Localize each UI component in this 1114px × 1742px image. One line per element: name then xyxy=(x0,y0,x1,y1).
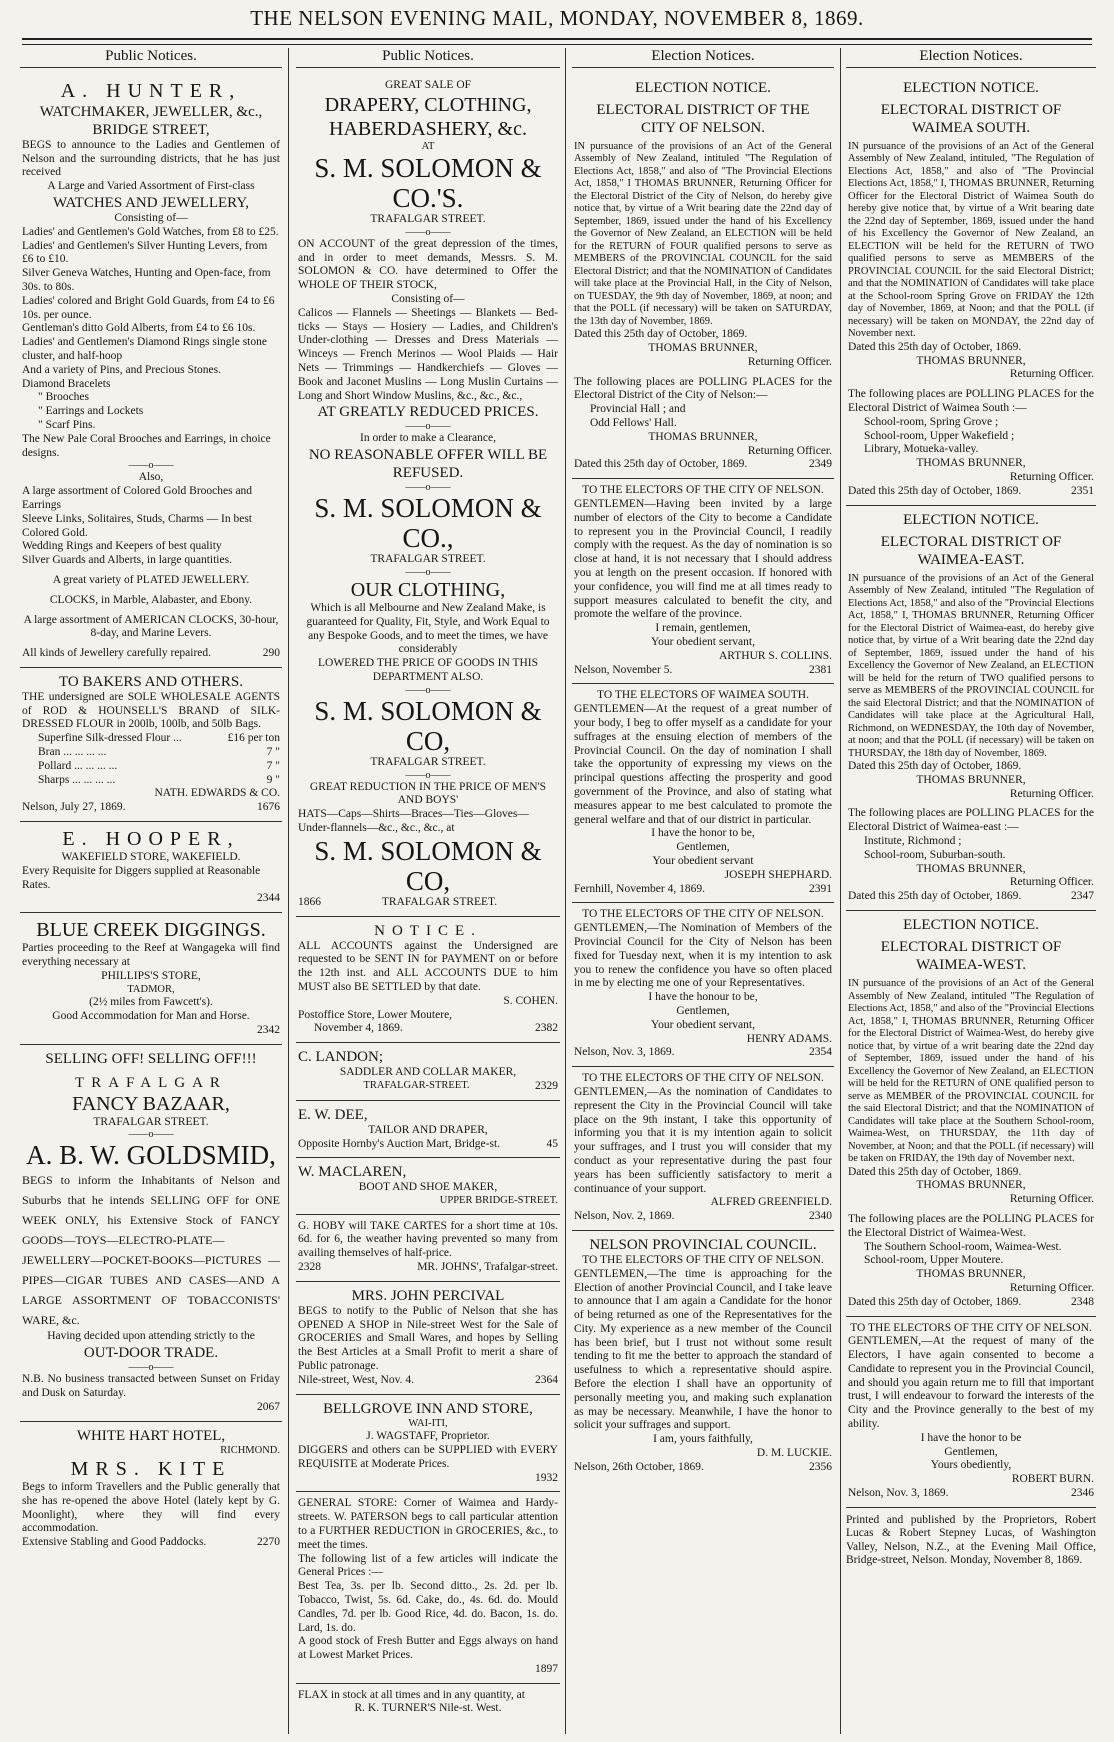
hoby-advert xyxy=(296,1215,560,1282)
price-item: Bran ... ... ... ... xyxy=(38,746,107,759)
signature: JOSEPH SHEPHARD. xyxy=(724,868,832,881)
landon-advert xyxy=(296,1043,560,1101)
column-heading: Election Notices. xyxy=(846,50,1096,68)
advert-date: Nelson, 26th October, 1869. xyxy=(574,1460,704,1473)
dee-advert xyxy=(296,1101,560,1159)
column-1 xyxy=(20,50,282,1730)
advert-date: Dated this 25th day of October, 1869. xyxy=(848,760,1022,773)
advert-footer xyxy=(848,890,1094,904)
closing-line: Yours obediently, xyxy=(930,1459,1012,1472)
advert-heading: ELECTION NOTICE. xyxy=(635,79,771,96)
list-item: Ladies' colored and Bright Gold Guards, from £4 to £6 10s. per ounce. xyxy=(22,294,275,321)
advert-line: GREAT REDUCTION IN THE PRICE OF MEN'S AND BOYS' xyxy=(309,780,547,807)
percival-advert xyxy=(296,1282,560,1395)
signature: HENRY ADAMS. xyxy=(746,1032,832,1045)
polling-intro: The following places are POLLING PLACES for the Electoral District of the City of Nelson:— xyxy=(574,375,832,402)
greenfield-address xyxy=(572,1067,834,1231)
advert-line: GREAT SALE OF xyxy=(384,78,472,91)
advert-number: 2381 xyxy=(809,663,832,676)
list-item: Silver Guards and Alberts, in large quantities. xyxy=(22,554,232,567)
advert-footer xyxy=(298,1374,558,1388)
price-row xyxy=(22,774,280,788)
advert-number: 2391 xyxy=(809,882,832,895)
advert-footer xyxy=(298,1138,558,1152)
election-notice-waimea-west xyxy=(846,911,1096,1316)
signature: THOMAS BRUNNER, xyxy=(916,354,1026,367)
closing-line: Your obedient servant xyxy=(652,854,754,867)
advert-number: 1932 xyxy=(535,1471,558,1484)
goods-list: Calicos — Flannels — Sheetings — Blankets — Bed-ticks — Stays — Hosiery — Ladies, and Children's Under-clothing — Dresses and Dress Materials — Winceys — French Merinos — Wool Plaids — Hair Nets — Trimmings — Handkerchiefs — Gloves — Book and Jaconet Muslins — Long Muslin Curtains — Long and Short Window Muslins, &c., &c., &c., xyxy=(298,306,558,402)
advert-body: IN pursuance of the provisions of an Act of the General Assembly of New Zealand, intituled, "The Regulation of Elections Act, 1858," and also of "The Provincial Elections Act, 1858," I, THOMAS BRUNNER, Returning Officer for the Electoral District of Waimea South do hereby give notice that, by virtue of a Writ bearing date the 22nd day of September, 1869, issued under the hand of his Excellency the Governor of New Zealand, an ELECTION will be held for the RETURN of TWO qualified persons to serve as MEMBERS of the PROVINCIAL COUNCIL for the said Electoral District; and that the NOMINATION of Candidates will take place at the School-room Spring Grove on FRIDAY the 12th day of November, 1869, at Noon; and that the POLL (if necessary) will be taken on MONDAY, the 22nd day of November next. xyxy=(848,140,1094,340)
price-value: £16 per ton xyxy=(227,732,280,745)
list-item: Ladies' and Gentlemen's Diamond Rings single stone cluster, and half-hoop xyxy=(22,336,267,362)
price-value: 7 " xyxy=(266,746,280,759)
polling-place: Library, Motueka-valley. xyxy=(864,443,979,456)
separator-ornament: ——o—— xyxy=(405,482,451,494)
election-notice-waimea-east xyxy=(846,506,1096,911)
street-line: TRAFALGAR STREET. xyxy=(370,213,486,226)
printer-imprint: Printed and published by the Proprietors, Robert Lucas & Robert Stepney Lucas, of Washington Valley, Nelson, N.Z., at the Evening Mail Office, Bridge-street, Nelson. Monday, November 8, 1869. xyxy=(846,1513,1096,1567)
polling-place: School-room, Upper Wakefield ; xyxy=(864,429,1015,442)
list-item: A large assortment of Colored Gold Brooches and Earrings xyxy=(22,485,253,511)
advert-date: Dated this 25th day of October, 1869. xyxy=(848,1295,1022,1308)
store-line: WAKEFIELD STORE, WAKEFIELD. xyxy=(61,851,241,864)
advertiser-name: E. HOOPER, xyxy=(62,828,240,851)
election-notice-nelson xyxy=(572,74,834,479)
advert-footer xyxy=(848,1487,1094,1501)
advert-number: 1676 xyxy=(257,801,280,814)
advert-line: AT xyxy=(421,140,435,152)
advert-date: Dated this 25th day of October, 1869. xyxy=(848,484,1022,497)
advert-line: A Large and Varied Assortment of First-class xyxy=(47,180,255,193)
separator-ornament: ——o—— xyxy=(405,226,451,238)
list-item: " Earrings and Lockets xyxy=(38,405,144,418)
advert-date: Dated this 25th day of October, 1869. xyxy=(848,340,1022,353)
advert-date: Nelson, Nov. 2, 1869. xyxy=(574,1210,675,1223)
advert-date: Nelson, July 27, 1869. xyxy=(22,801,126,814)
advert-line: CLOCKS, in Marble, Alabaster, and Ebony. xyxy=(49,593,253,606)
signature: THOMAS BRUNNER, xyxy=(648,430,758,443)
luckie-address xyxy=(572,1231,834,1481)
advert-heading: ELECTION NOTICE. xyxy=(903,511,1039,528)
closing-line: I have the honor to be xyxy=(920,1431,1022,1444)
advert-heading: TO THE ELECTORS OF THE CITY OF NELSON. xyxy=(582,908,824,921)
advertiser-name: C. LANDON; xyxy=(298,1049,383,1066)
advert-date: Dated this 25th day of October, 1869. xyxy=(574,328,748,341)
list-item: " Brooches xyxy=(38,391,90,404)
advert-footer xyxy=(298,1022,558,1036)
advert-heading: TO THE ELECTORS OF THE CITY OF NELSON. xyxy=(582,484,824,497)
advert-heading: OUR CLOTHING, xyxy=(350,579,506,602)
signature: S. COHEN. xyxy=(503,994,558,1007)
advertiser-name: MRS. JOHN PERCIVAL xyxy=(351,1287,505,1304)
advert-footer xyxy=(22,647,280,661)
advert-line: The following list of a few articles will indicate the General Prices :— xyxy=(298,1552,558,1579)
advert-body: THE undersigned are SOLE WHOLESALE AGENTS of ROD & HOUNSELL'S BRAND of SILK-DRESSED FLOUR in 200lb, 100lb, and 50lb Bags. xyxy=(22,690,280,731)
cohen-notice xyxy=(296,917,560,1044)
separator-ornament: ——o—— xyxy=(405,567,451,579)
advert-date: Dated this 25th day of October, 1869. xyxy=(848,890,1022,903)
advert-line: Postoffice Store, Lower Moutere, xyxy=(298,1008,453,1021)
list-item: Wedding Rings and Keepers of best quality xyxy=(22,540,222,553)
advert-footer xyxy=(848,485,1094,499)
signature-role: Returning Officer. xyxy=(1009,470,1094,483)
price-item: Superfine Silk-dressed Flour ... xyxy=(38,732,182,745)
advert-body: GENTLEMEN—Having been invited by a large number of electors of the City to become a Candidate to represent you in the Provincial Council, I readily comply with the request. As the day of nomination is so close at hand, it is not necessary that I should address you at length on the present occasion. If honored with your confidence, you will find me at all times ready to support measures calculated to benefit the city, and promote the welfare of the province. xyxy=(574,498,832,621)
signature: THOMAS BRUNNER, xyxy=(916,1268,1026,1281)
proprietor-name: MRS. KITE xyxy=(70,1458,232,1481)
street-line: TRAFALGAR STREET. xyxy=(381,895,498,908)
adams-address xyxy=(572,903,834,1067)
firm-name: S. M. SOLOMON & CO.'S. xyxy=(314,153,542,214)
advert-body: GENTLEMEN,—As the nomination of Candidates to represent the City in the Provincial Council will take place on the 9th instant, I take this opportunity of informing you that it is my intention again to solicit your suffrages, and I trust you will consider that my conduct as your representative during the past four years has been sufficiently satisfactory to merit a continuance of your support. xyxy=(574,1085,832,1195)
advert-heading: SELLING OFF! SELLING OFF!!! xyxy=(45,1050,257,1067)
price-row xyxy=(22,746,280,760)
advert-number: 45 xyxy=(546,1137,558,1150)
price-row xyxy=(22,732,280,746)
polling-place: Odd Fellows' Hall. xyxy=(590,417,677,430)
firm-name: S. M. SOLOMON & CO., xyxy=(314,493,542,554)
hooper-advert xyxy=(20,822,282,913)
polling-intro: The following places are the POLLING PLACES for the Electoral District of Waimea-West. xyxy=(848,1212,1094,1239)
advert-footer xyxy=(848,1296,1094,1310)
signature: THOMAS BRUNNER, xyxy=(916,862,1026,875)
advert-number: 2349 xyxy=(809,458,832,471)
column-heading: Public Notices. xyxy=(20,50,282,68)
advert-body: IN pursuance of the provisions of an Act of the General Assembly of New Zealand, intituled "The Regulation of Elections Act, 1858," and also of the "Provincial Elections Act, 1858," I, THOMAS BRUNNER, Returning Officer for the Electoral District of Waimea-West, do hereby give notice that, by virtue of a writ bearing date the 22nd day of September, 1869, issued under the hand of his Excellency the Governor of New Zealand, an ELECTION will be held for the RETURN of ONE qualified person to serve as MEMBER of the PROVINCIAL COUNCIL for the said Electoral District; and that the NOMINATION of Candidates will take place at the Southern School-room, Waimea-West, on THURSDAY, the 11th day of November, at Noon; and that the POLL (if necessary) will be taken on FRIDAY, the 19th day of November next. xyxy=(848,978,1094,1165)
advert-body: GENTLEMEN—At the request of a great number of your body, I beg to offer myself as a candidate for your suffrages at the ensuing election of members of the Provincial Council. On the day of nomination I shall take the opportunity of expressing my views on the principal questions affecting the prosperity and good government of the Province, and also of stating what measures appear to me best calculated to promote the general welfare and that of our district in particular. xyxy=(574,703,832,826)
trade-line: BOOT AND SHOE MAKER, xyxy=(358,1181,498,1194)
district-heading: ELECTORAL DISTRICT OF WAIMEA SOUTH. xyxy=(880,101,1062,136)
polling-intro: The following places are POLLING PLACES for the Electoral District of Waimea South :— xyxy=(848,388,1094,414)
closing-line: Your obedient servant, xyxy=(651,636,755,649)
advert-footer xyxy=(298,1261,558,1275)
advert-body: GENTLEMEN,—The time is approaching for the Election of another Provincial Council, and I take leave to announce that I am again a Candidate for the honor of being returned as one of the Representatives for the City. My experience as a new member of the Council has been brief, but I trust not without some result tending to fit me the better to approach the standard of usefulness to which a representative should aspire. Before the election I shall have an opportunity of personally meeting you, and making such explanation as may be necessary. Meanwhile, I have the honor to solicit your suffrages and support. xyxy=(574,1267,832,1432)
advert-line: Also, xyxy=(138,471,164,484)
advert-line: All kinds of Jewellery carefully repaired. xyxy=(22,647,212,660)
advert-heading: TO BAKERS AND OTHERS. xyxy=(59,673,243,690)
polling-place: The Southern School-room, Waimea-West. xyxy=(864,1240,1062,1253)
list-item: The New Pale Coral Brooches and Earrings, in choice designs. xyxy=(22,432,271,459)
column-heading: Public Notices. xyxy=(296,50,560,68)
signature: R. K. TURNER'S Nile-st. West. xyxy=(354,1702,502,1715)
advert-heading: TO THE ELECTORS OF THE CITY OF NELSON. xyxy=(850,1321,1092,1334)
column-divider xyxy=(565,48,566,1734)
advertiser-name: WHITE HART HOTEL, xyxy=(76,1427,226,1444)
price-list: Best Tea, 3s. per lb. Second ditto., 2s. 2d. per lb. Tobacco, Twist, 5s. 6d. Cake, do., 4s. 6d. do. Mould Candles, 7d. per lb. Good Rice, 4d. do. Bacon, 1s. do. Lard, 1s. do. xyxy=(298,1580,558,1634)
advert-heading: TO THE ELECTORS OF THE CITY OF NELSON. xyxy=(582,1253,824,1266)
advert-number: 2344 xyxy=(257,892,280,905)
advert-number: 2354 xyxy=(809,1046,832,1059)
district-heading: ELECTORAL DISTRICT OF THE CITY OF NELSON. xyxy=(596,101,810,136)
price-value: 9 " xyxy=(266,773,280,786)
polling-intro: The following places are POLLING PLACES for the Electoral District of Waimea-east :— xyxy=(848,807,1094,834)
masthead-title: THE NELSON EVENING MAIL, MONDAY, NOVEMBER 8, 1869. xyxy=(250,6,864,30)
column-2 xyxy=(296,50,560,1730)
advert-footer xyxy=(574,664,832,678)
closing-line: I am, yours faithfully, xyxy=(653,1433,753,1446)
advert-number: 2342 xyxy=(257,1023,280,1036)
advert-footer xyxy=(22,801,280,815)
shephard-address xyxy=(572,684,834,903)
advert-number: 2328 xyxy=(298,1261,321,1274)
advert-date: Nelson, Nov. 3, 1869. xyxy=(574,1046,675,1059)
list-item: Silver Geneva Watches, Hunting and Open-face, from 30s. to 80s. xyxy=(22,267,271,293)
place-line: RICHMOND. xyxy=(220,1444,280,1456)
advert-line: Consisting of— xyxy=(114,211,188,224)
flax-advert xyxy=(296,1684,560,1723)
address-line: Opposite Hornby's Auction Mart, Bridge-st. xyxy=(298,1137,501,1150)
advert-number: 2382 xyxy=(535,1022,558,1035)
advert-heading: ELECTION NOTICE. xyxy=(903,79,1039,96)
advertiser-name: BELLGROVE INN AND STORE, xyxy=(323,1400,533,1417)
signature-role: Returning Officer. xyxy=(1009,368,1094,381)
advert-body: GENTLEMEN,—At the request of many of the Electors, I have again consented to become a Candidate to represent you in the Provincial Council, and should you again return me to fill that important trust, I will endeavour to forward the interests of the City and the Province generally to the best of my ability. xyxy=(848,1335,1094,1431)
advert-date: Nelson, November 5. xyxy=(574,663,673,676)
advert-footer xyxy=(574,1461,832,1475)
advert-number: 2329 xyxy=(534,1079,558,1092)
signature: THOMAS BRUNNER, xyxy=(916,773,1026,786)
masthead-rule xyxy=(22,38,1092,45)
advert-heading: FANCY BAZAAR, xyxy=(72,1092,230,1115)
separator-ornament: ——o—— xyxy=(128,460,174,472)
bakers-advert xyxy=(20,668,282,822)
signature: MR. JOHNS', Trafalgar-street. xyxy=(417,1261,558,1274)
closing-line: Gentlemen, xyxy=(676,841,730,854)
list-item: Ladies' and Gentlemen's Silver Hunting Levers, from £6 to £10. xyxy=(22,239,268,266)
advert-line: Extensive Stabling and Good Paddocks. xyxy=(22,1536,207,1549)
column-heading: Election Notices. xyxy=(572,50,834,68)
advert-heading: AT GREATLY REDUCED PRICES. xyxy=(317,404,539,421)
polling-place: School-room, Spring Grove ; xyxy=(864,415,999,428)
advert-line: In order to make a Clearance, xyxy=(359,432,496,445)
advert-heading: HABERDASHERY, &c. xyxy=(329,117,527,140)
advert-body: IN pursuance of the provisions of an Act of the General Assembly of New Zealand, intituled "The Regulation of Elections Act, 1858," and also of the "Provincial Elections Act, 1858," I, THOMAS BRUNNER, Returning Officer for the Electoral District of Waimea-east, do hereby give notice that, by virtue of a Writ bearing date the 22nd day of September, 1869, issued under the hand of his Excellency the Governor of New Zealand, an ELECTION will be held for the return of TWO qualified persons to serve as MEMBERS of the PROVINCIAL COUNCIL for the said Electoral District; and that the NOMINATION of Candidates will take place at the Agricultural Hall, Richmond, on WEDNESDAY, the 10th day of November, at noon; and that the POLL (if necessary) will be taken on THURSDAY, the 18th day of November, 1869. xyxy=(848,572,1094,759)
advert-line: A large assortment of AMERICAN CLOCKS, 30-hour, 8-day, and Marine Levers. xyxy=(23,613,279,640)
street-line: TRAFALGAR-STREET. xyxy=(363,1079,470,1091)
election-notice-waimea-south xyxy=(846,74,1096,506)
signature-role: Returning Officer. xyxy=(1009,787,1094,800)
solomon-sale-advert xyxy=(296,74,560,917)
street-line: TRAFALGAR STREET. xyxy=(370,755,486,768)
advert-line: (2½ miles from Fawcett's). xyxy=(89,996,213,1009)
advert-number: 2364 xyxy=(535,1373,558,1386)
burn-address xyxy=(846,1317,1096,1508)
advert-heading: NOTICE. xyxy=(374,922,482,939)
advert-line: Having decided upon attending strictly to the xyxy=(47,1330,255,1343)
firm-name: S. M. SOLOMON & CO, xyxy=(314,695,542,756)
signature-role: Returning Officer. xyxy=(1009,1281,1094,1294)
column-divider xyxy=(288,48,289,1734)
bellgrove-advert xyxy=(296,1395,560,1493)
signature-role: Returning Officer. xyxy=(1009,876,1094,889)
advert-heading: TO THE ELECTORS OF WAIMEA SOUTH. xyxy=(597,689,809,702)
column-4 xyxy=(846,50,1096,1730)
advert-date: Dated this 25th day of October, 1869. xyxy=(574,458,748,471)
signature: THOMAS BRUNNER, xyxy=(648,342,758,355)
maclaren-advert xyxy=(296,1158,560,1214)
list-item: Gentleman's ditto Gold Alberts, from £4 to £6 10s. xyxy=(22,322,256,335)
hunter-advert xyxy=(20,74,282,668)
advert-body: BEGS to notify to the Public of Nelson that she has OPENED A SHOP in Nile-street West for the Sale of GROCERIES and Small Wares, and hopes by Selling the Best Articles at a Small Profit to merit a share of Public patronage. xyxy=(298,1304,558,1373)
advert-number: 2356 xyxy=(809,1460,832,1473)
advert-number: 2270 xyxy=(257,1536,280,1549)
signature: NATH. EDWARDS & CO. xyxy=(154,787,280,800)
advert-date: November 4, 1869. xyxy=(314,1022,403,1035)
trade-line: TAILOR AND DRAPER, xyxy=(368,1123,488,1136)
street-line: TRAFALGAR STREET. xyxy=(93,1115,209,1128)
advert-heading: OUT-DOOR TRADE. xyxy=(83,1345,219,1362)
advert-line: Good Accommodation for Man and Horse. xyxy=(52,1009,250,1022)
advertiser-name: A. B. W. GOLDSMID, xyxy=(26,1140,276,1171)
firm-name: S. M. SOLOMON & CO, xyxy=(314,835,542,896)
signature-role: Returning Officer. xyxy=(747,444,832,457)
list-item: " Scarf Pins. xyxy=(38,418,96,431)
signature: ROBERT BURN. xyxy=(1011,1473,1094,1486)
advert-date: Dated this 25th day of October, 1869. xyxy=(848,1165,1022,1178)
advert-body: GENERAL STORE: Corner of Waimea and Hardy-streets. W. PATERSON begs to call particular attention to a FURTHER REDUCTION in GROCERIES, &c., to meet the times. xyxy=(298,1497,558,1551)
advert-number: 2348 xyxy=(1071,1295,1094,1308)
list-item: Ladies' and Gentlemen's Gold Watches, from £8 to £25. xyxy=(22,225,279,238)
signature: THOMAS BRUNNER, xyxy=(916,1179,1026,1192)
signature-role: Returning Officer. xyxy=(747,355,832,368)
general-store-advert xyxy=(296,1492,560,1683)
advertiser-name: W. MACLAREN, xyxy=(298,1164,407,1181)
advert-line: LOWERED THE PRICE OF GOODS IN THIS DEPARTMENT ALSO. xyxy=(318,657,538,684)
list-item: And a variety of Pins, and Precious Stones. xyxy=(22,363,221,376)
advert-heading: WATCHES AND JEWELLERY, xyxy=(53,194,249,211)
advert-heading: TO THE ELECTORS OF THE CITY OF NELSON. xyxy=(582,1072,824,1085)
bluecreek-advert xyxy=(20,913,282,1044)
advertiser-name: A. HUNTER, xyxy=(60,79,242,102)
advert-number: 290 xyxy=(262,647,280,660)
advert-body: Every Requisite for Diggers supplied at Reasonable Rates. xyxy=(22,864,261,891)
advert-line: A good stock of Fresh Butter and Eggs always on hand at Lowest Market Prices. xyxy=(298,1635,558,1662)
trade-line: WATCHMAKER, JEWELLER, &c., xyxy=(39,103,263,120)
advert-footer xyxy=(574,883,832,897)
advert-body: DIGGERS and others can be SUPPLIED with EVERY REQUISITE at Moderate Prices. xyxy=(298,1443,558,1470)
place-line: TADMOR, xyxy=(127,983,175,995)
price-item: Sharps ... ... ... ... xyxy=(38,773,116,786)
district-heading: ELECTORAL DISTRICT OF WAIMEA-EAST. xyxy=(880,533,1062,568)
advert-body: Begs to inform Travellers and the Public generally that she has re-opened the above Hotel (lately kept by G. Moonlight), where they will find every accommodation. xyxy=(22,1481,280,1535)
item-list xyxy=(22,226,280,461)
signature: ARTHUR S. COLLINS. xyxy=(718,649,832,662)
separator-ornament: ——o—— xyxy=(405,421,451,433)
advert-number: 2351 xyxy=(1071,484,1094,497)
whitehart-advert xyxy=(20,1422,282,1556)
advert-date: Fernhill, November 4, 1869. xyxy=(574,882,705,895)
advert-body: FLAX in stock at all times and in any quantity, at xyxy=(298,1688,525,1701)
advert-number: 2340 xyxy=(809,1210,832,1223)
district-heading: ELECTORAL DISTRICT OF WAIMEA-WEST. xyxy=(880,939,1062,974)
advert-line: Consisting of— xyxy=(391,293,465,306)
closing-line: Gentlemen, xyxy=(944,1445,998,1458)
advert-footer xyxy=(574,1046,832,1060)
separator-ornament: ——o—— xyxy=(128,1129,174,1141)
advert-body: ON ACCOUNT of the great depression of the times, and in order to meet demands, Messrs. S. M. SOLOMON & CO. have determined to Offer the WHOLE OF THEIR STOCK, xyxy=(298,237,558,292)
advert-number: 2346 xyxy=(1071,1487,1094,1500)
signature: THOMAS BRUNNER, xyxy=(916,457,1026,470)
closing-line: I remain, gentlemen, xyxy=(655,622,751,635)
advert-date: Nelson, Nov. 3, 1869. xyxy=(848,1487,949,1500)
advertiser-name: E. W. DEE, xyxy=(298,1106,368,1123)
polling-place: Provincial Hall ; and xyxy=(590,403,686,416)
advert-footer xyxy=(298,1080,558,1094)
collins-address xyxy=(572,479,834,684)
advert-footer xyxy=(574,1210,832,1224)
advert-body: Which is all Melbourne and New Zealand Make, is guaranteed for Quality, Fit, Style, and Work Equal to any Bespoke Goods, and to meet the times, we have considerably xyxy=(306,602,550,656)
street-line: TRAFALGAR STREET. xyxy=(370,553,486,566)
advert-body: GENTLEMEN,—The Nomination of Members of the Provincial Council for the City of Nelson has been fixed for Tuesday next, when it is my intention to ask you to renew the confidence you have so often placed in me by electing me one of your Representatives. xyxy=(574,922,832,990)
list-item: Diamond Bracelets xyxy=(22,377,111,390)
advert-body: IN pursuance of the provisions of an Act of the General Assembly of New Zealand, intituled "The Regulation of Elections Act, 1858," and also of "The Provincial Elections Act, 1858," I THOMAS BRUNNER, Returning Officer for the Electoral District of the City of Nelson, do hereby give notice that, by virtue of a Writ bearing date the 22nd day of September, 1869, issued under the hand of his Excellency the Governor of New Zealand, an ELECTION will be held for the RETURN of FOUR qualified persons to serve as MEMBERS of the PROVINCIAL COUNCIL for the said Electoral District; and that the NOMINATION of Candidates will take place at the Provincial Hall, in the City of Nelson, on TUESDAY, the 9th day of November, 1869, at noon; and that the POLL (if necessary) will be taken on SATURDAY, the 13th day of November, 1869. xyxy=(574,140,832,327)
advert-body: BEGS to announce to the Ladies and Gentlemen of Nelson and the surrounding districts, that he has just received xyxy=(22,138,280,179)
column-3 xyxy=(572,50,834,1730)
advertiser-name: BLUE CREEK DIGGINGS. xyxy=(36,919,266,942)
signature: ALFRED GREENFIELD. xyxy=(710,1196,832,1209)
price-value: 7 " xyxy=(266,759,280,772)
place-line: WAI-ITI, xyxy=(408,1417,448,1429)
advert-number: 2347 xyxy=(1071,890,1094,903)
advert-body: ALL ACCOUNTS against the Undersigned are requested to be SENT IN for PAYMENT on or before the 12th inst. and ALL ACCOUNTS DUE to him MUST also BE SETTLED by that date. xyxy=(298,939,558,993)
separator-ornament: ——o—— xyxy=(128,1362,174,1374)
advert-number: 1897 xyxy=(535,1662,558,1675)
advert-heading: ELECTION NOTICE. xyxy=(903,917,1039,934)
advert-heading: DRAPERY, CLOTHING, xyxy=(324,93,532,116)
advert-line: N.B. No business transacted between Sunset on Friday and Dusk on Saturday. xyxy=(22,1373,280,1399)
advert-footer xyxy=(22,1536,280,1550)
signature-role: Returning Officer. xyxy=(1009,1193,1094,1206)
street-line: BRIDGE STREET, xyxy=(92,121,210,138)
closing-line: I have the honour to be, xyxy=(648,991,758,1004)
proprietor-line: J. WAGSTAFF, Proprietor. xyxy=(366,1430,490,1443)
store-line: PHILLIPS'S STORE, xyxy=(101,969,201,982)
signature: D. M. LUCKIE. xyxy=(756,1447,832,1460)
price-row xyxy=(22,760,280,774)
advert-footer xyxy=(298,896,558,910)
advert-body: BEGS to inform the Inhabitants of Nelson and Suburbs that he intends SELLING OFF for ONE WEEK ONLY, his Extensive Stock of FANCY GOODS—TOYS—ELECTRO-PLATE—JEWELLERY—POCKET-BOOKS—PICTURES — PIPES—CIGAR TUBES AND CASES—AND A LARGE ASSORTMENT OF TOBACCONISTS' WARE, &c. xyxy=(22,1173,280,1328)
goods-list: HATS—Caps—Shirts—Braces—Ties—Gloves—Under-flannels—&c., &c., &c., at xyxy=(298,808,529,835)
polling-place: School-room, Upper Moutere. xyxy=(864,1254,1004,1267)
closing-line: I have the honor to be, xyxy=(651,827,755,840)
trade-line: SADDLER AND COLLAR MAKER, xyxy=(339,1066,517,1079)
price-item: Pollard ... ... ... ... xyxy=(38,759,118,772)
advert-number: 1866 xyxy=(298,895,321,908)
polling-place: School-room, Suburban-south. xyxy=(864,848,1006,861)
advert-date: Nile-street, West, Nov. 4. xyxy=(298,1373,414,1386)
advert-line: TRAFALGAR xyxy=(75,1074,227,1091)
advert-line: A great variety of PLATED JEWELLERY. xyxy=(52,573,250,586)
closing-line: Your obedient servant, xyxy=(651,1018,755,1031)
polling-place: Institute, Richmond ; xyxy=(864,835,962,848)
column-divider xyxy=(840,48,841,1734)
advert-heading: NO REASONABLE OFFER WILL BE REFUSED. xyxy=(308,447,548,482)
street-line: UPPER BRIDGE-STREET. xyxy=(439,1195,558,1207)
advert-number: 2067 xyxy=(257,1400,280,1413)
advert-footer xyxy=(574,458,832,472)
advert-body: Parties proceeding to the Reef at Wangageka will find everything necessary at xyxy=(22,942,280,969)
closing-line: Gentlemen, xyxy=(676,1004,730,1017)
advert-heading: NELSON PROVINCIAL COUNCIL. xyxy=(589,1236,817,1253)
list-item: Sleeve Links, Solitaires, Studs, Charms — In best Colored Gold. xyxy=(22,512,252,539)
separator-ornament: ——o—— xyxy=(405,684,451,696)
selling-off-advert xyxy=(20,1045,282,1422)
separator-ornament: ——o—— xyxy=(405,769,451,781)
advert-body: G. HOBY will TAKE CARTES for a short time at 10s. 6d. for 6, the weather having prevented so many from availing themselves of half-price. xyxy=(298,1219,558,1260)
